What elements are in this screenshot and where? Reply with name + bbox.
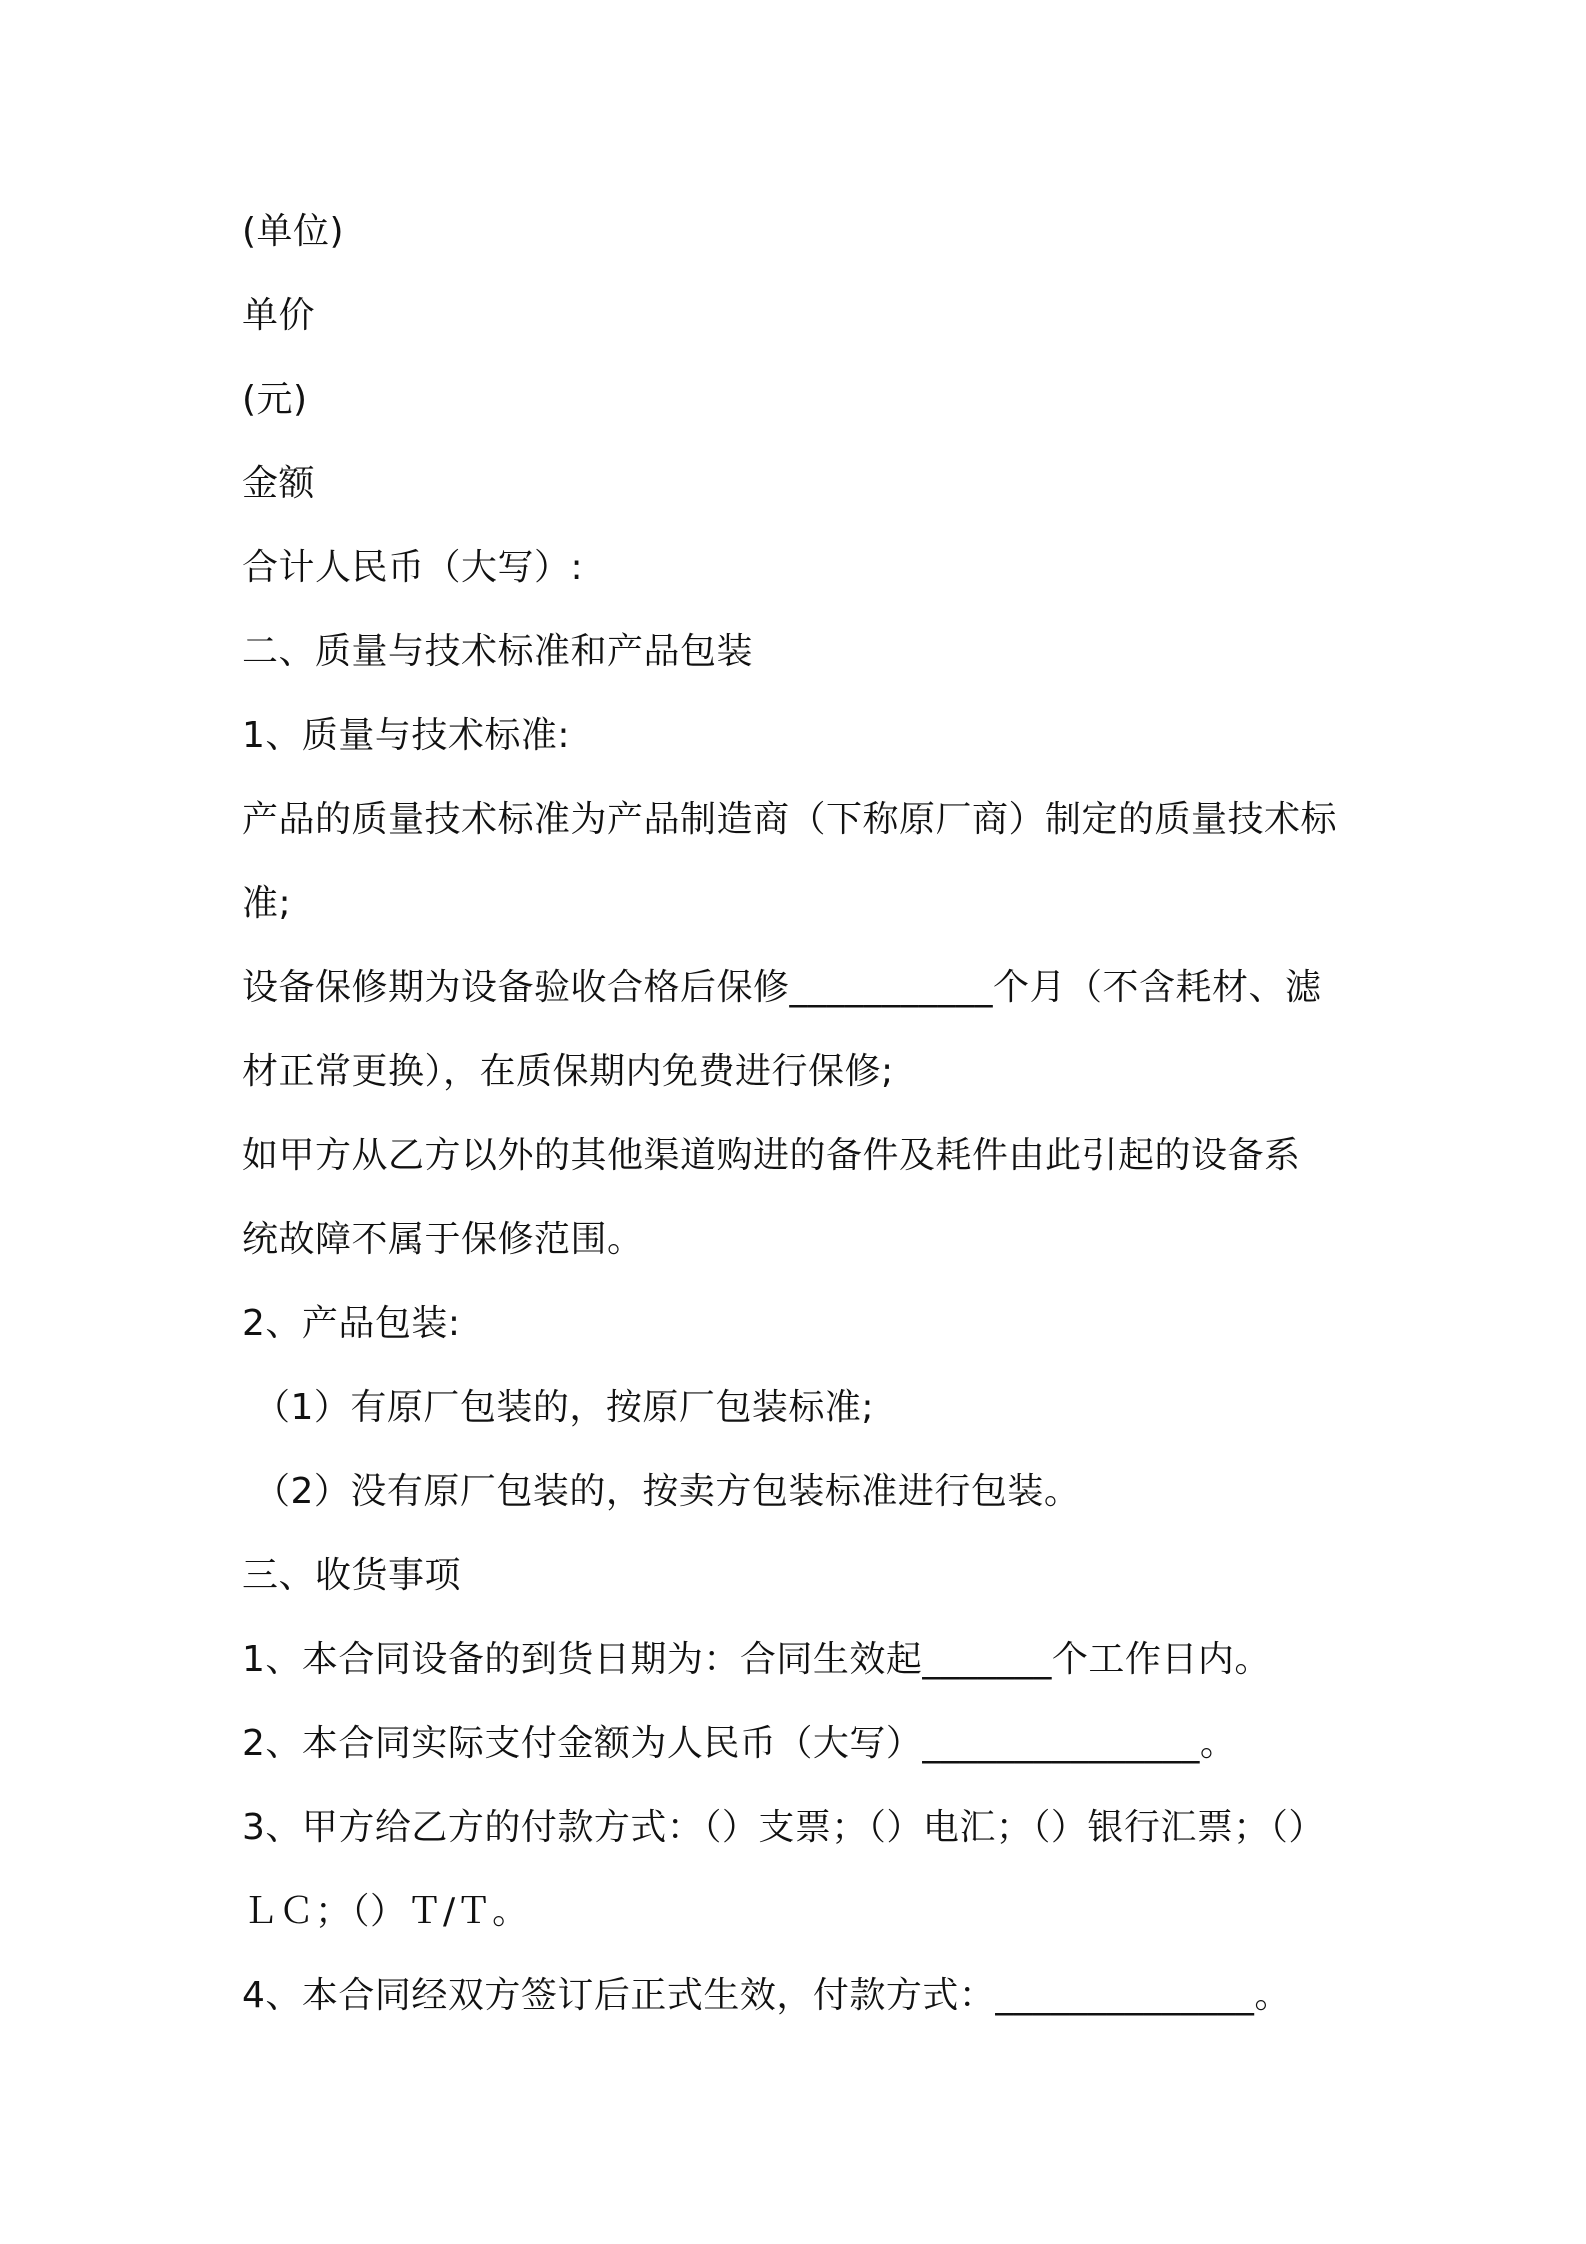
section-heading: 三、收货事项 (242, 1555, 462, 1596)
document-body (242, 190, 1372, 2038)
text-line: 金额 (242, 463, 316, 504)
paragraph-line: 设备保修期为设备验收合格后保修___________个月（不含耗材、滤 (242, 967, 1322, 1008)
paragraph-line: 2、本合同实际支付金额为人民币（大写）_______________。 (242, 1723, 1237, 1764)
paragraph-line: 材正常更换），在质保期内免费进行保修; (242, 1051, 894, 1092)
paragraph-line: 4、本合同经双方签订后正式生效，付款方式：______________。 (242, 1975, 1291, 2016)
paragraph-line: 如甲方从乙方以外的其他渠道购进的备件及耗件由此引起的设备系 (242, 1135, 1301, 1176)
paragraph-line: 1、本合同设备的到货日期为：合同生效起_______个工作日内。 (242, 1639, 1271, 1680)
paragraph-line: 产品的质量技术标准为产品制造商（下称原厂商）制定的质量技术标 (242, 799, 1338, 840)
paragraph-line: 3、甲方给乙方的付款方式：（）支票；（）电汇；（）银行汇票；（） (242, 1807, 1325, 1848)
subsection-heading: 2、产品包装: (242, 1303, 461, 1344)
paragraph-line: ＬＣ；（）Ｔ/Ｔ。 (242, 1891, 529, 1932)
text-line: 单价 (242, 295, 316, 336)
list-item: （1）有原厂包装的，按原厂包装标准; (254, 1387, 875, 1428)
text-line: (元) (242, 379, 308, 420)
section-heading: 二、质量与技术标准和产品包装 (242, 631, 754, 672)
paragraph-line: 准; (242, 883, 292, 924)
subsection-heading: 1、质量与技术标准: (242, 715, 571, 756)
text-line: (单位) (242, 211, 345, 252)
total-amount-label: 合计人民币（大写）: (242, 547, 584, 588)
paragraph-line: 统故障不属于保修范围。 (242, 1219, 644, 1260)
list-item: （2）没有原厂包装的，按卖方包装标准进行包装。 (254, 1471, 1081, 1512)
